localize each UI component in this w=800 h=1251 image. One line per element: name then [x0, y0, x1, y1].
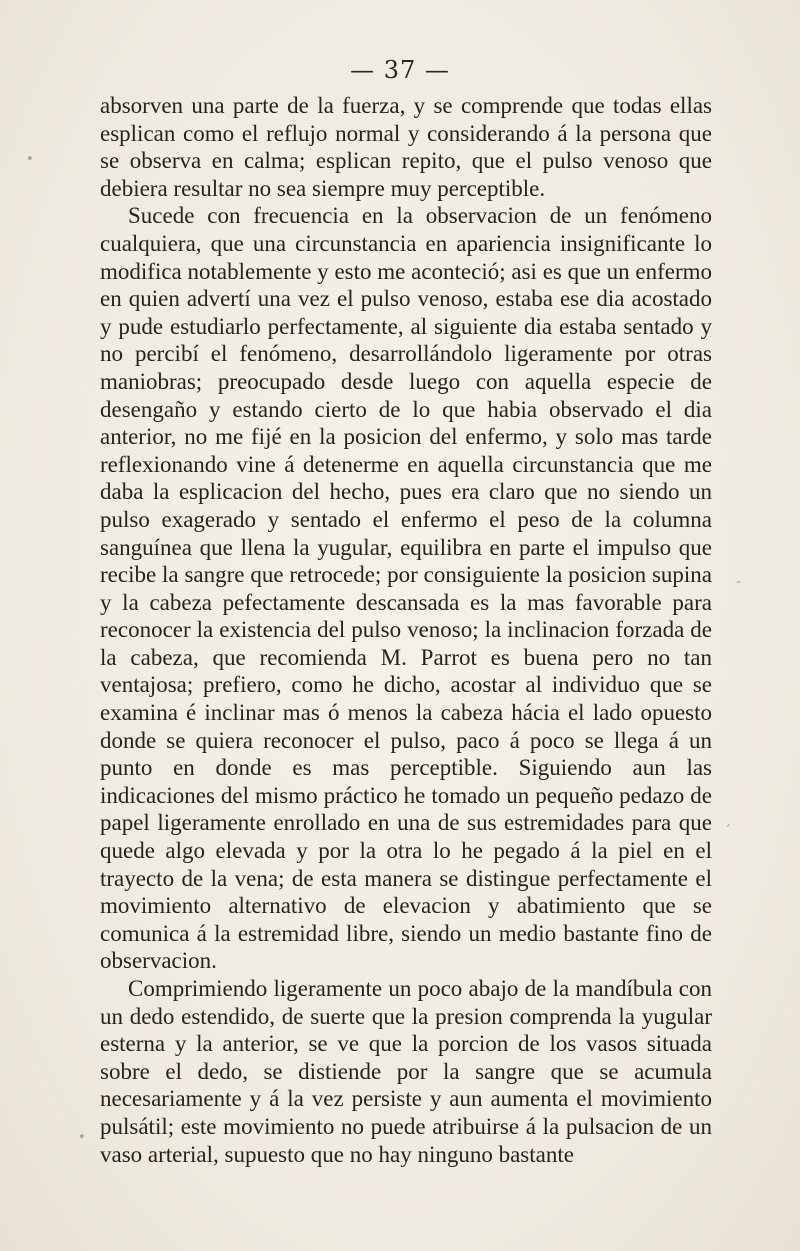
- paper-speck: ´: [724, 824, 731, 840]
- paragraph-2: Sucede con frecuencia en la observacion de un fenómeno cualquiera, que una circunstancia en apariencia insignificante lo modifica notablemente y esto me aconteció; asi es que un enfermo en quien advertí una vez el pulso venoso, estaba ese dia acostado y pude estudiarlo perfectamente, al siguiente dia estaba sentado y no percibí el fenómeno, desarrollándolo ligeramente por otras maniobras; preocupado desde luego con aquella especie de desengaño y estando cierto de lo que habia observado el dia anterior, no me fijé en la posicion del enfermo, y solo mas tarde reflexionando vine á detenerme en aquella circunstancia que me daba la esplicacion del hecho, pues era claro que no siendo un pulso exagerado y sentado el enfermo el peso de la columna sanguínea que llena la yugular, equilibra en parte el impulso que recibe la sangre que retrocede; por consiguiente la posicion supina y la cabeza pefectamente descansada es la mas favorable para reconocer la existencia del pulso venoso; la inclinacion forzada de la cabeza, que recomienda M. Parrot es buena pero no tan ventajosa; prefiero, como he dicho, acostar al individuo que se examina é inclinar mas ó menos la cabeza hácia el lado opuesto donde se quiera reconocer el pulso, paco á poco se llega á un punto en donde es mas perceptible. Siguiendo aun las indicaciones del mismo práctico he tomado un pequeño pedazo de papel ligeramente enrollado en una de sus estremidades para que quede algo elevada y por la otra lo he pegado á la piel en el trayecto de la vena; de esta manera se distingue perfectamente el movimiento alternativo de elevacion y abatimiento que se comunica á la estremidad libre, siendo un medio bastante fino de observacion.: [100, 203, 712, 974]
- paper-speck: •: [78, 1130, 86, 1145]
- page-number: — 37 —: [350, 56, 450, 84]
- paper-speck: -: [736, 574, 742, 590]
- paragraph-1: absorven una parte de la fuerza, y se comprende que todas ellas esplican como el reflujo normal y considerando á la persona que se observa en calma; esplican repito, que el pulso venoso que debiera resultar no sea siempre muy perceptible.: [100, 93, 712, 201]
- body-text: [100, 92, 712, 1168]
- paper-speck: •: [26, 152, 34, 167]
- paragraph-3: Comprimiendo ligeramente un poco abajo de la mandíbula con un dedo estendido, de suerte que la presion comprenda la yugular esterna y la anterior, se ve que la porcion de los vasos situada sobre el dedo, se distiende por la sangre que se acumula necesariamente y á la vez persiste y aun aumenta el movimiento pulsátil; este movimiento no puede atribuirse á la pulsacion de un vaso arterial, supuesto que no hay ninguno bastante: [100, 976, 712, 1167]
